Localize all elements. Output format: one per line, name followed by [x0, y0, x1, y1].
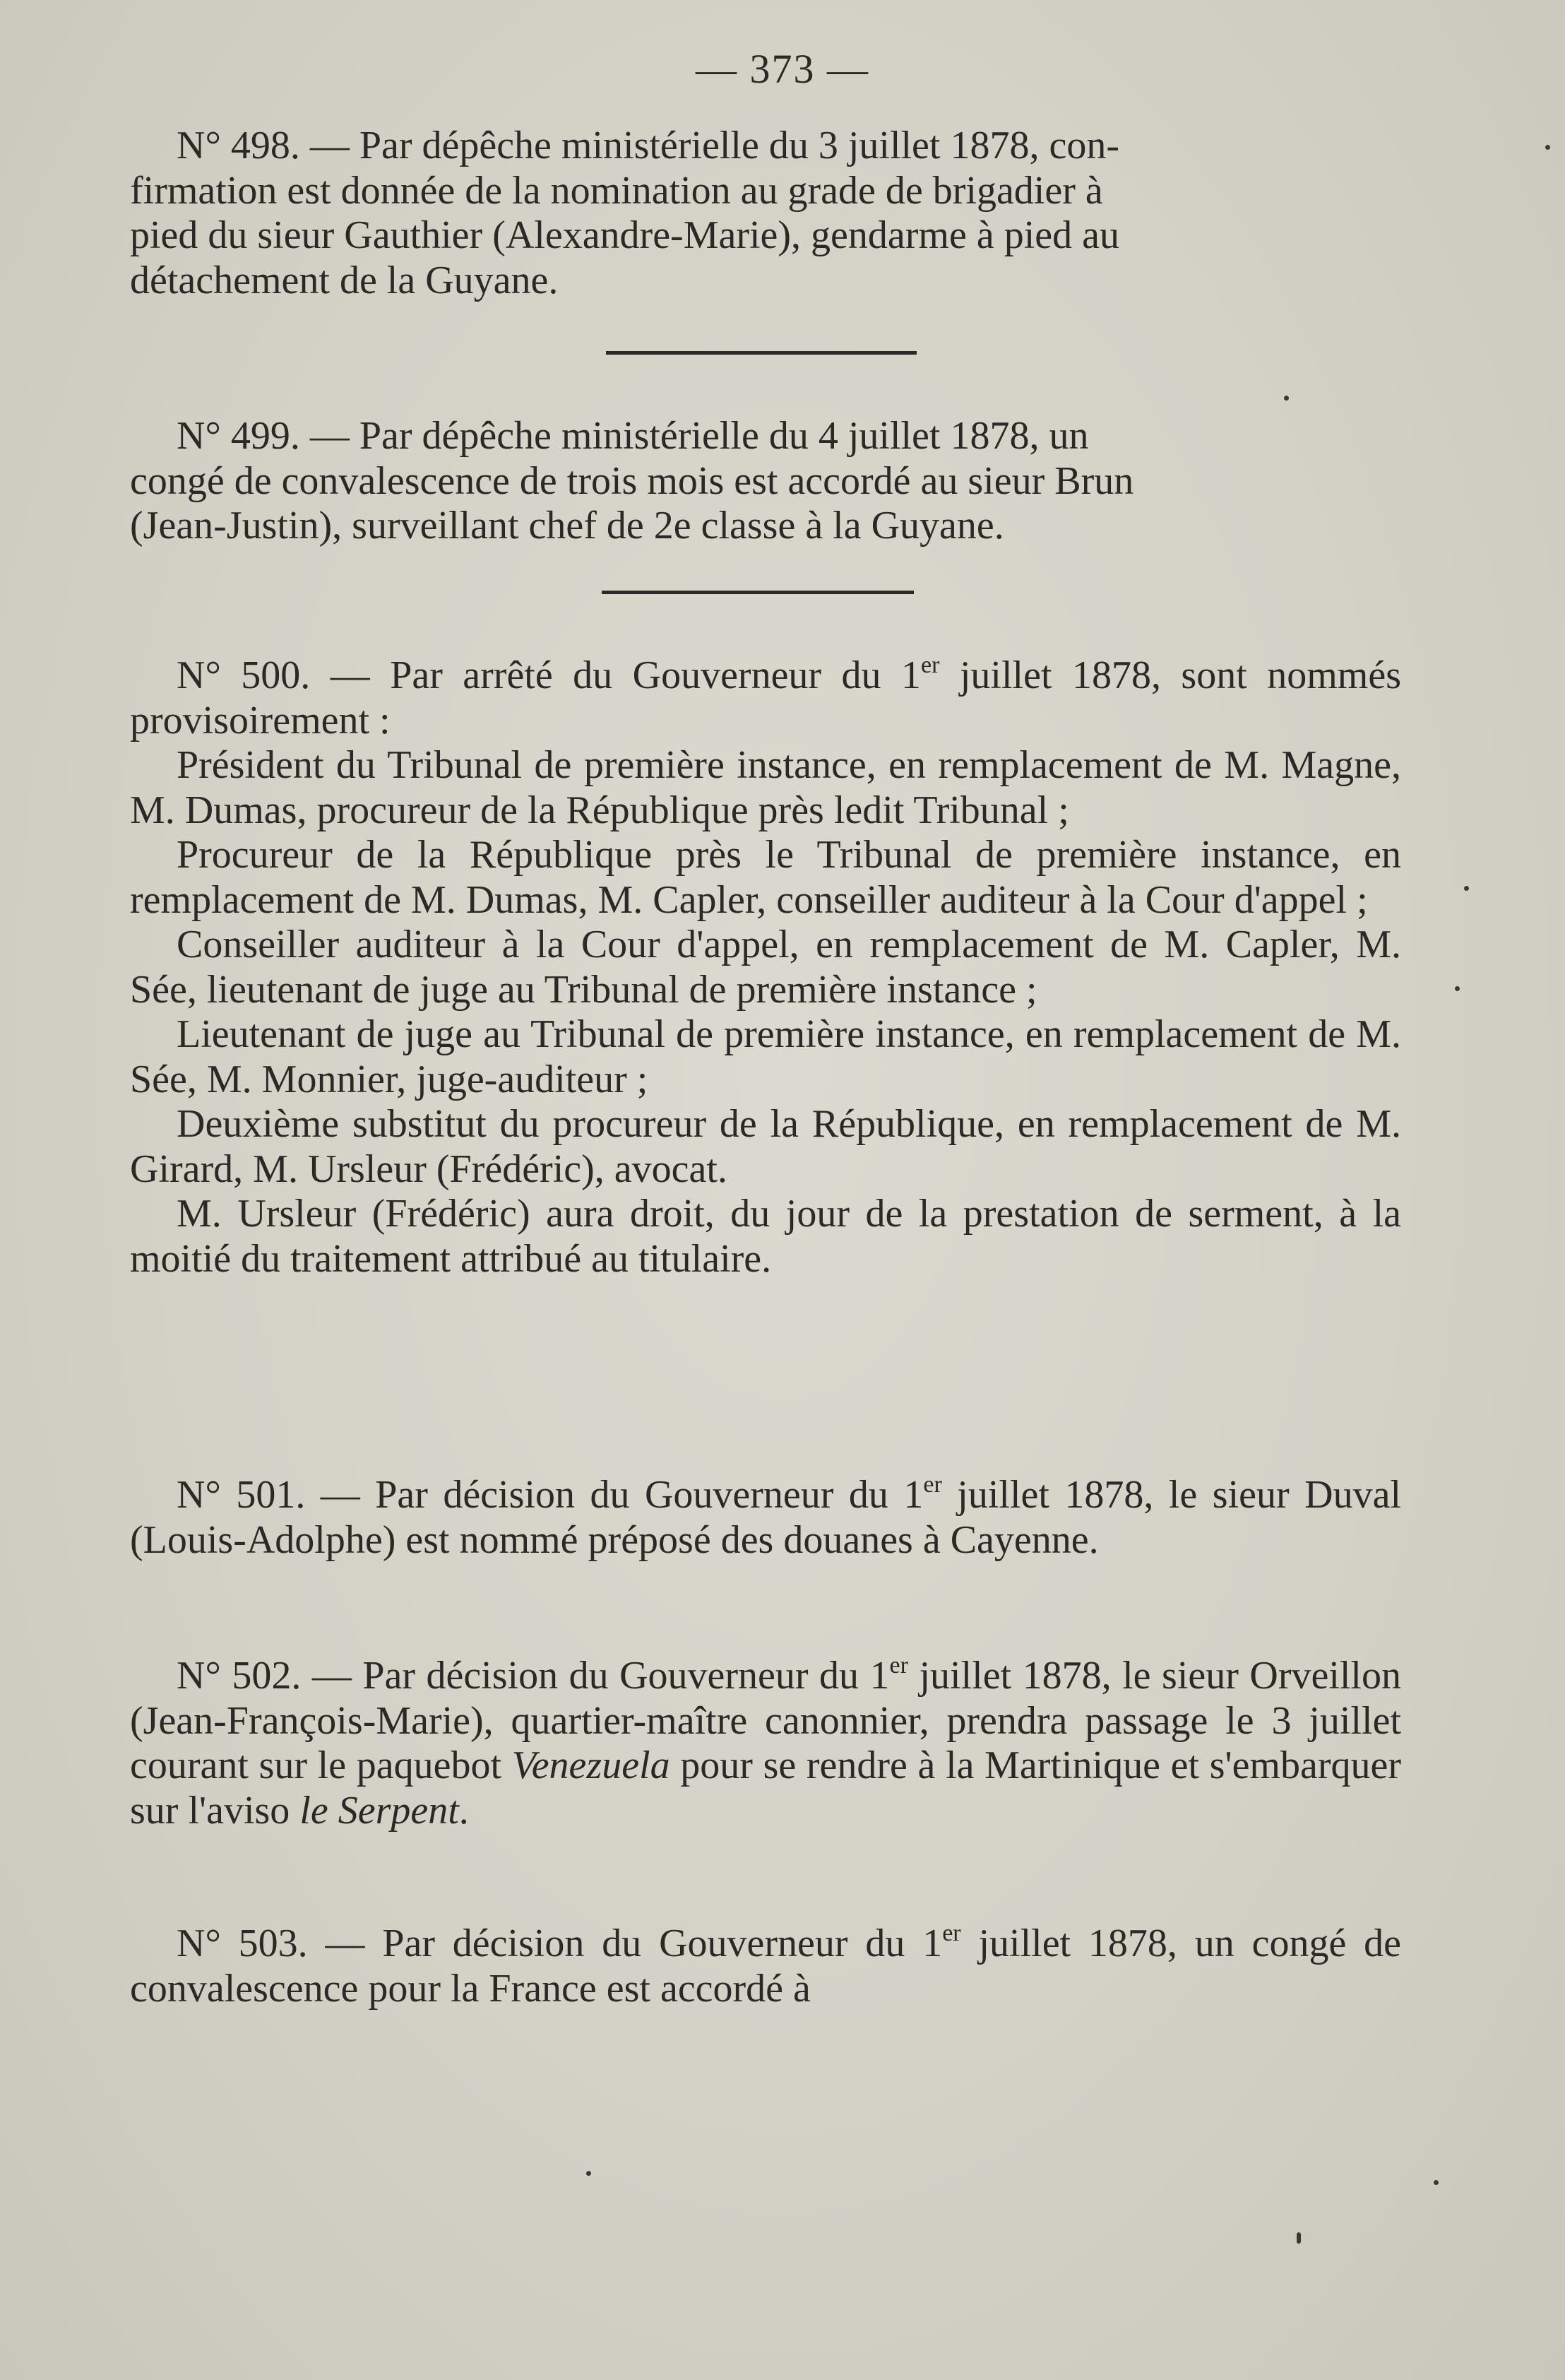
scan-speck [1284, 396, 1289, 401]
entry-503-start: N° 503. — Par décision du Gouverneur du 1 [177, 1922, 943, 1965]
entry-498-line-2: firmation est donnée de la nomination au grade de brigadier à [130, 168, 1103, 213]
aviso-name: le Serpent [299, 1788, 459, 1833]
entry-502-text [130, 1654, 1401, 1833]
scan-speck [1464, 886, 1469, 891]
entry-499-line-2: congé de convalescence de trois mois est accordé au sieur Brun [130, 458, 1134, 503]
entry-500-intro [130, 653, 1401, 743]
entry-501 [130, 1473, 1401, 1563]
entry-502 [130, 1654, 1401, 1833]
entry-500 [130, 653, 1401, 1281]
entry-502-end: . [458, 1788, 469, 1833]
entry-501-end: juillet 1878, le sieur Duval (Louis-Adolphe) est nommé préposé des douanes à Cayenne. [130, 1473, 1401, 1562]
entry-503-text [130, 1922, 1401, 2011]
section-divider [602, 591, 914, 594]
entry-500-paragraph: Président du Tribunal de première instance, en remplacement de M. Magne, M. Dumas, procureur de la République près ledit Tribunal ; [130, 743, 1401, 832]
scan-speck [1297, 2232, 1301, 2244]
entry-501-text [130, 1473, 1401, 1563]
entry-498-line-4: détachement de la Guyane. [130, 258, 559, 302]
entry-498 [130, 124, 1401, 303]
entry-500-paragraph: Procureur de la République près le Tribunal de première instance, en remplacement de M. Dumas, M. Capler, conseiller auditeur à la Cour d'appel ; [130, 833, 1401, 922]
entry-500-paragraph: Lieutenant de juge au Tribunal de première instance, en remplacement de M. Sée, M. Monnier, juge-auditeur ; [130, 1012, 1401, 1101]
entry-499-line-1: N° 499. — Par dépêche ministérielle du 4 juillet 1878, un [177, 414, 1089, 458]
entry-498-line-3: pied du sieur Gauthier (Alexandre-Marie), gendarme à pied au [130, 213, 1119, 257]
entry-500-paragraph: Deuxième substitut du procureur de la République, en remplacement de M. Girard, M. Ursleur (Frédéric), avocat. [130, 1102, 1401, 1191]
superscript: er [942, 1920, 961, 1946]
scan-speck [586, 2171, 591, 2176]
entry-503-end: juillet 1878, un congé de convalescence pour la France est accordé à [130, 1922, 1401, 2011]
entry-499-line-3: (Jean-Justin), surveillant chef de 2e classe à la Guyane. [130, 504, 1004, 547]
entry-500-paragraph: Conseiller auditeur à la Cour d'appel, en remplacement de M. Capler, M. Sée, lieutenant de juge au Tribunal de première instance ; [130, 923, 1401, 1012]
scan-speck [1434, 2180, 1439, 2185]
scan-speck [1455, 986, 1460, 991]
superscript: er [889, 1652, 908, 1679]
page-number: — 373 — [696, 46, 869, 92]
entry-502-body: juillet 1878, le sieur Orveillon (Jean-François-Marie), quartier-maître canonnier, prendra passage le 3 juillet courant sur le paquebot [130, 1654, 1401, 1787]
entry-498-line-1: N° 498. — Par dépêche ministérielle du 3 juillet 1878, con- [177, 124, 1119, 167]
entry-500-intro-start: N° 500. — Par arrêté du Gouverneur du 1 [177, 653, 921, 697]
superscript: er [923, 1472, 942, 1498]
entry-503 [130, 1922, 1401, 2011]
entry-501-start: N° 501. — Par décision du Gouverneur du 1 [177, 1473, 924, 1517]
ship-name: Venezuela [511, 1743, 670, 1787]
superscript: er [921, 652, 940, 678]
entry-499 [130, 414, 1401, 549]
scan-speck [1545, 145, 1550, 150]
entry-502-start: N° 502. — Par décision du Gouverneur du 1 [177, 1654, 890, 1698]
section-divider [606, 351, 917, 355]
entry-500-intro-end: juillet 1878, sont nommés provisoirement : [130, 653, 1402, 742]
entry-502-middle: pour se rendre à la Martinique et s'embarquer sur l'aviso [130, 1743, 1402, 1833]
entry-500-paragraph: M. Ursleur (Frédéric) aura droit, du jour de la prestation de serment, à la moitié du traitement attribué au titulaire. [130, 1192, 1401, 1281]
